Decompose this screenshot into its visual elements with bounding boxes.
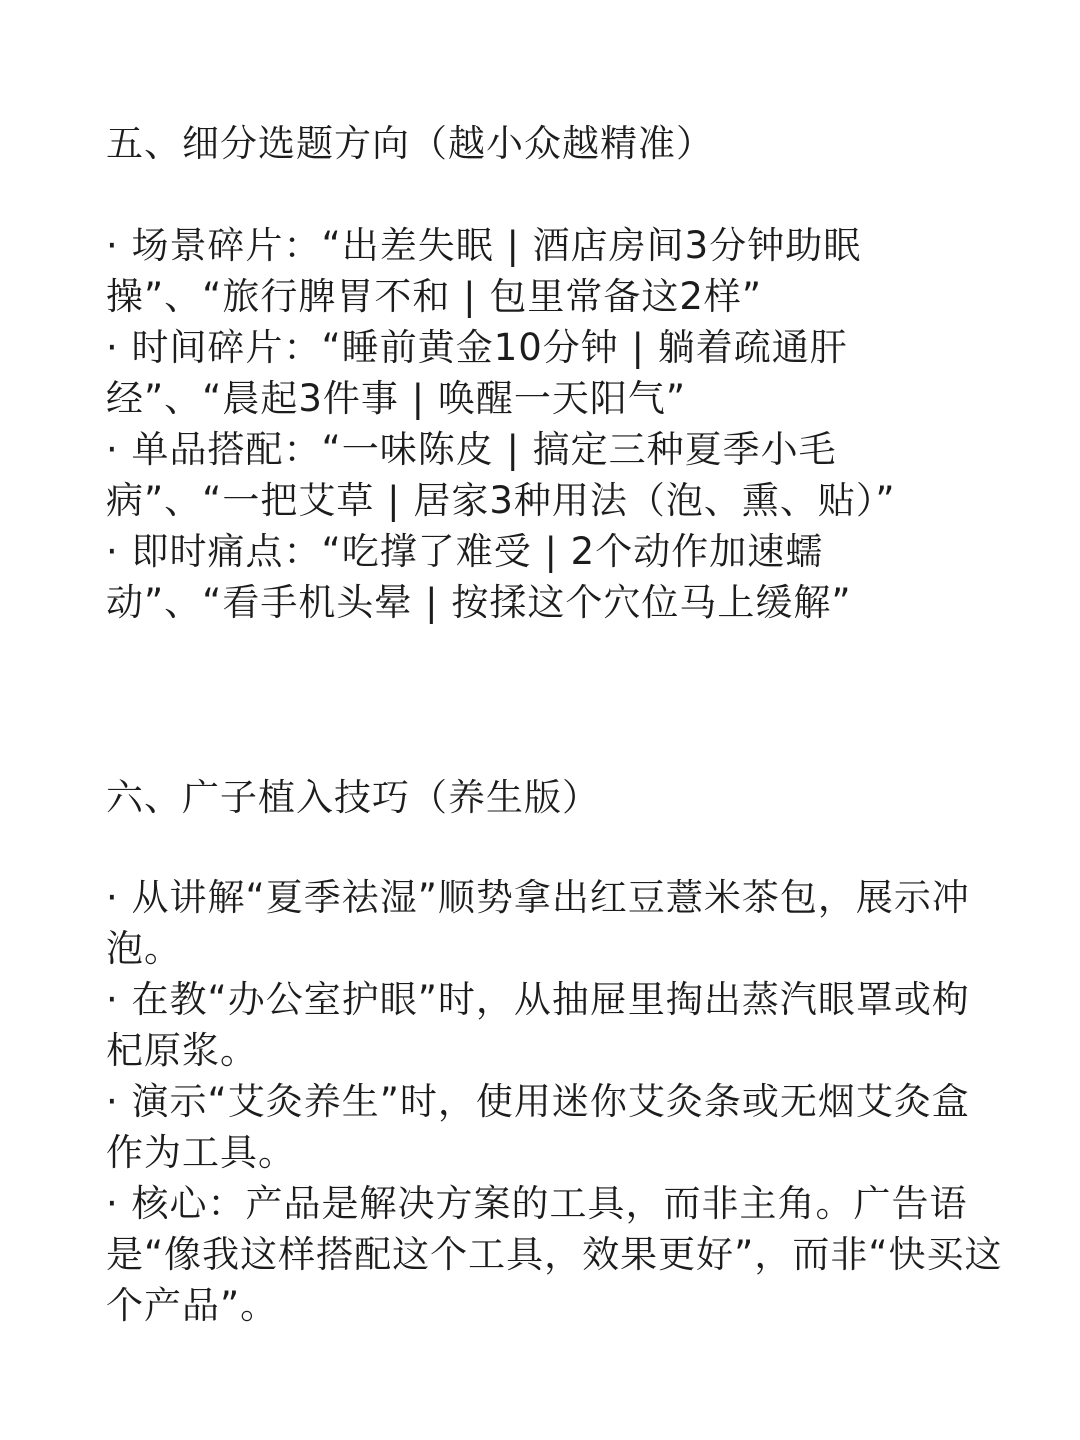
list-item: · 时间碎片：“睡前黄金10分钟 | 躺着疏通肝经”、“晨起3件事 | 唤醒一天阳气” [106, 326, 848, 420]
list-item: · 单品搭配：“一味陈皮 | 搞定三种夏季小毛病”、“一把艾草 | 居家3种用法（泡、熏、贴）” [106, 428, 896, 522]
section-5-list [106, 220, 936, 628]
section-6-title: 六、广子植入技巧（养生版） [106, 776, 600, 819]
list-item: · 场景碎片：“出差失眠 | 酒店房间3分钟助眠操”、“旅行脾胃不和 | 包里常备这2样” [106, 224, 862, 318]
list-item: · 即时痛点：“吃撑了难受 | 2个动作加速蠕动”、“看手机头晕 | 按揉这个穴位马上缓解” [106, 530, 852, 624]
list-item: · 演示“艾灸养生”时，使用迷你艾灸条或无烟艾灸盒作为工具。 [106, 1080, 970, 1174]
list-item: · 核心：产品是解决方案的工具，而非主角。广告语是“像我这样搭配这个工具，效果更好”，而非“快买这个产品”。 [106, 1182, 1003, 1327]
section-5-title: 五、细分选题方向（越小众越精准） [106, 122, 714, 165]
section-6-list [106, 872, 1006, 1331]
list-item: · 从讲解“夏季祛湿”顺势拿出红豆薏米茶包，展示冲泡。 [106, 876, 970, 970]
list-item: · 在教“办公室护眼”时，从抽屉里掏出蒸汽眼罩或枸杞原浆。 [106, 978, 970, 1072]
